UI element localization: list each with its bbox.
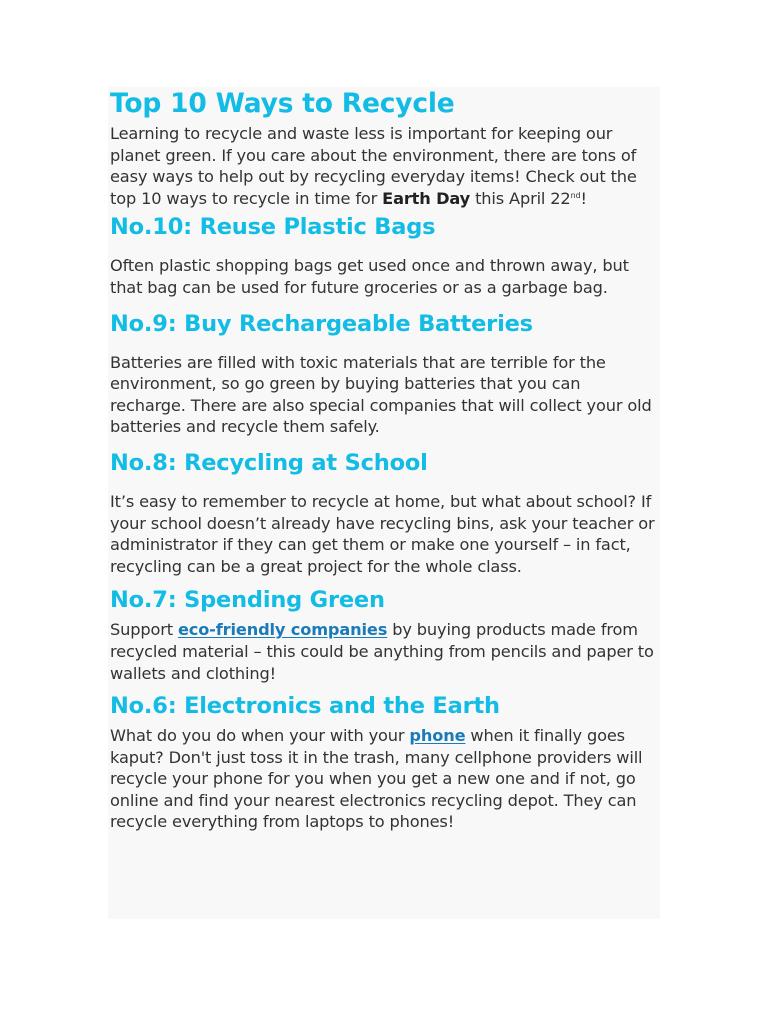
- section-heading-no10: No.10: Reuse Plastic Bags: [110, 214, 436, 241]
- intro-text-middle: this April 22: [470, 188, 571, 208]
- page-title: Top 10 Ways to Recycle: [110, 88, 455, 119]
- section-heading-no6: No.6: Electronics and the Earth: [110, 693, 500, 720]
- section-body-no10: Often plastic shopping bags get used once and thrown away, but that bag can be used for future groceries or as a garbage bag.: [110, 256, 629, 297]
- section-heading-no8: No.8: Recycling at School: [110, 449, 428, 476]
- section-body-no7-before: Support: [110, 620, 178, 640]
- section-body-no8: It’s easy to remember to recycle at home, but what about school? If your school doesn’t already have recycling bins, ask your teacher or administrator if they can get them or make one yourself – in fact, recycling can be a great project for the whole class.: [110, 491, 655, 576]
- intro-text-after: !: [580, 188, 587, 208]
- eco-friendly-companies-link[interactable]: eco-friendly companies: [177, 620, 388, 640]
- section-heading-no7: No.7: Spending Green: [110, 587, 385, 614]
- section-body-no7-after: by buying products made from recycled material – this could be anything from pencils and paper to wallets and clothing!: [110, 620, 654, 683]
- earth-day-bold: Earth Day: [382, 188, 471, 208]
- section-body-no7: [110, 619, 660, 684]
- section-body-no9: Batteries are filled with toxic materials that are terrible for the environment, so go green by buying batteries that you can recharge. There are also special companies that will collect your old batteries and recycle them safely.: [110, 352, 652, 437]
- intro-paragraph: [110, 123, 660, 209]
- section-heading-no9: No.9: Buy Rechargeable Batteries: [110, 310, 533, 337]
- ordinal-superscript: nd: [570, 190, 581, 200]
- section-body-no6-after: when it finally goes kaput? Don't just toss it in the trash, many cellphone providers will recycle your phone for you when you get a new one and if not, go online and find your nearest electronics recycling depot. They can recycle everything from laptops to phones!: [110, 726, 643, 832]
- intro-text-before: Learning to recycle and waste less is important for keeping our planet green. If you care about the environment, there are tons of easy ways to help out by recycling everyday items! Check out the top 10 ways to recycle in time for: [110, 124, 637, 208]
- section-body-no6: [110, 725, 660, 833]
- document-content: [110, 86, 660, 833]
- section-body-no6-before: What do you do when your with your: [110, 726, 410, 746]
- phone-link[interactable]: phone: [409, 726, 466, 746]
